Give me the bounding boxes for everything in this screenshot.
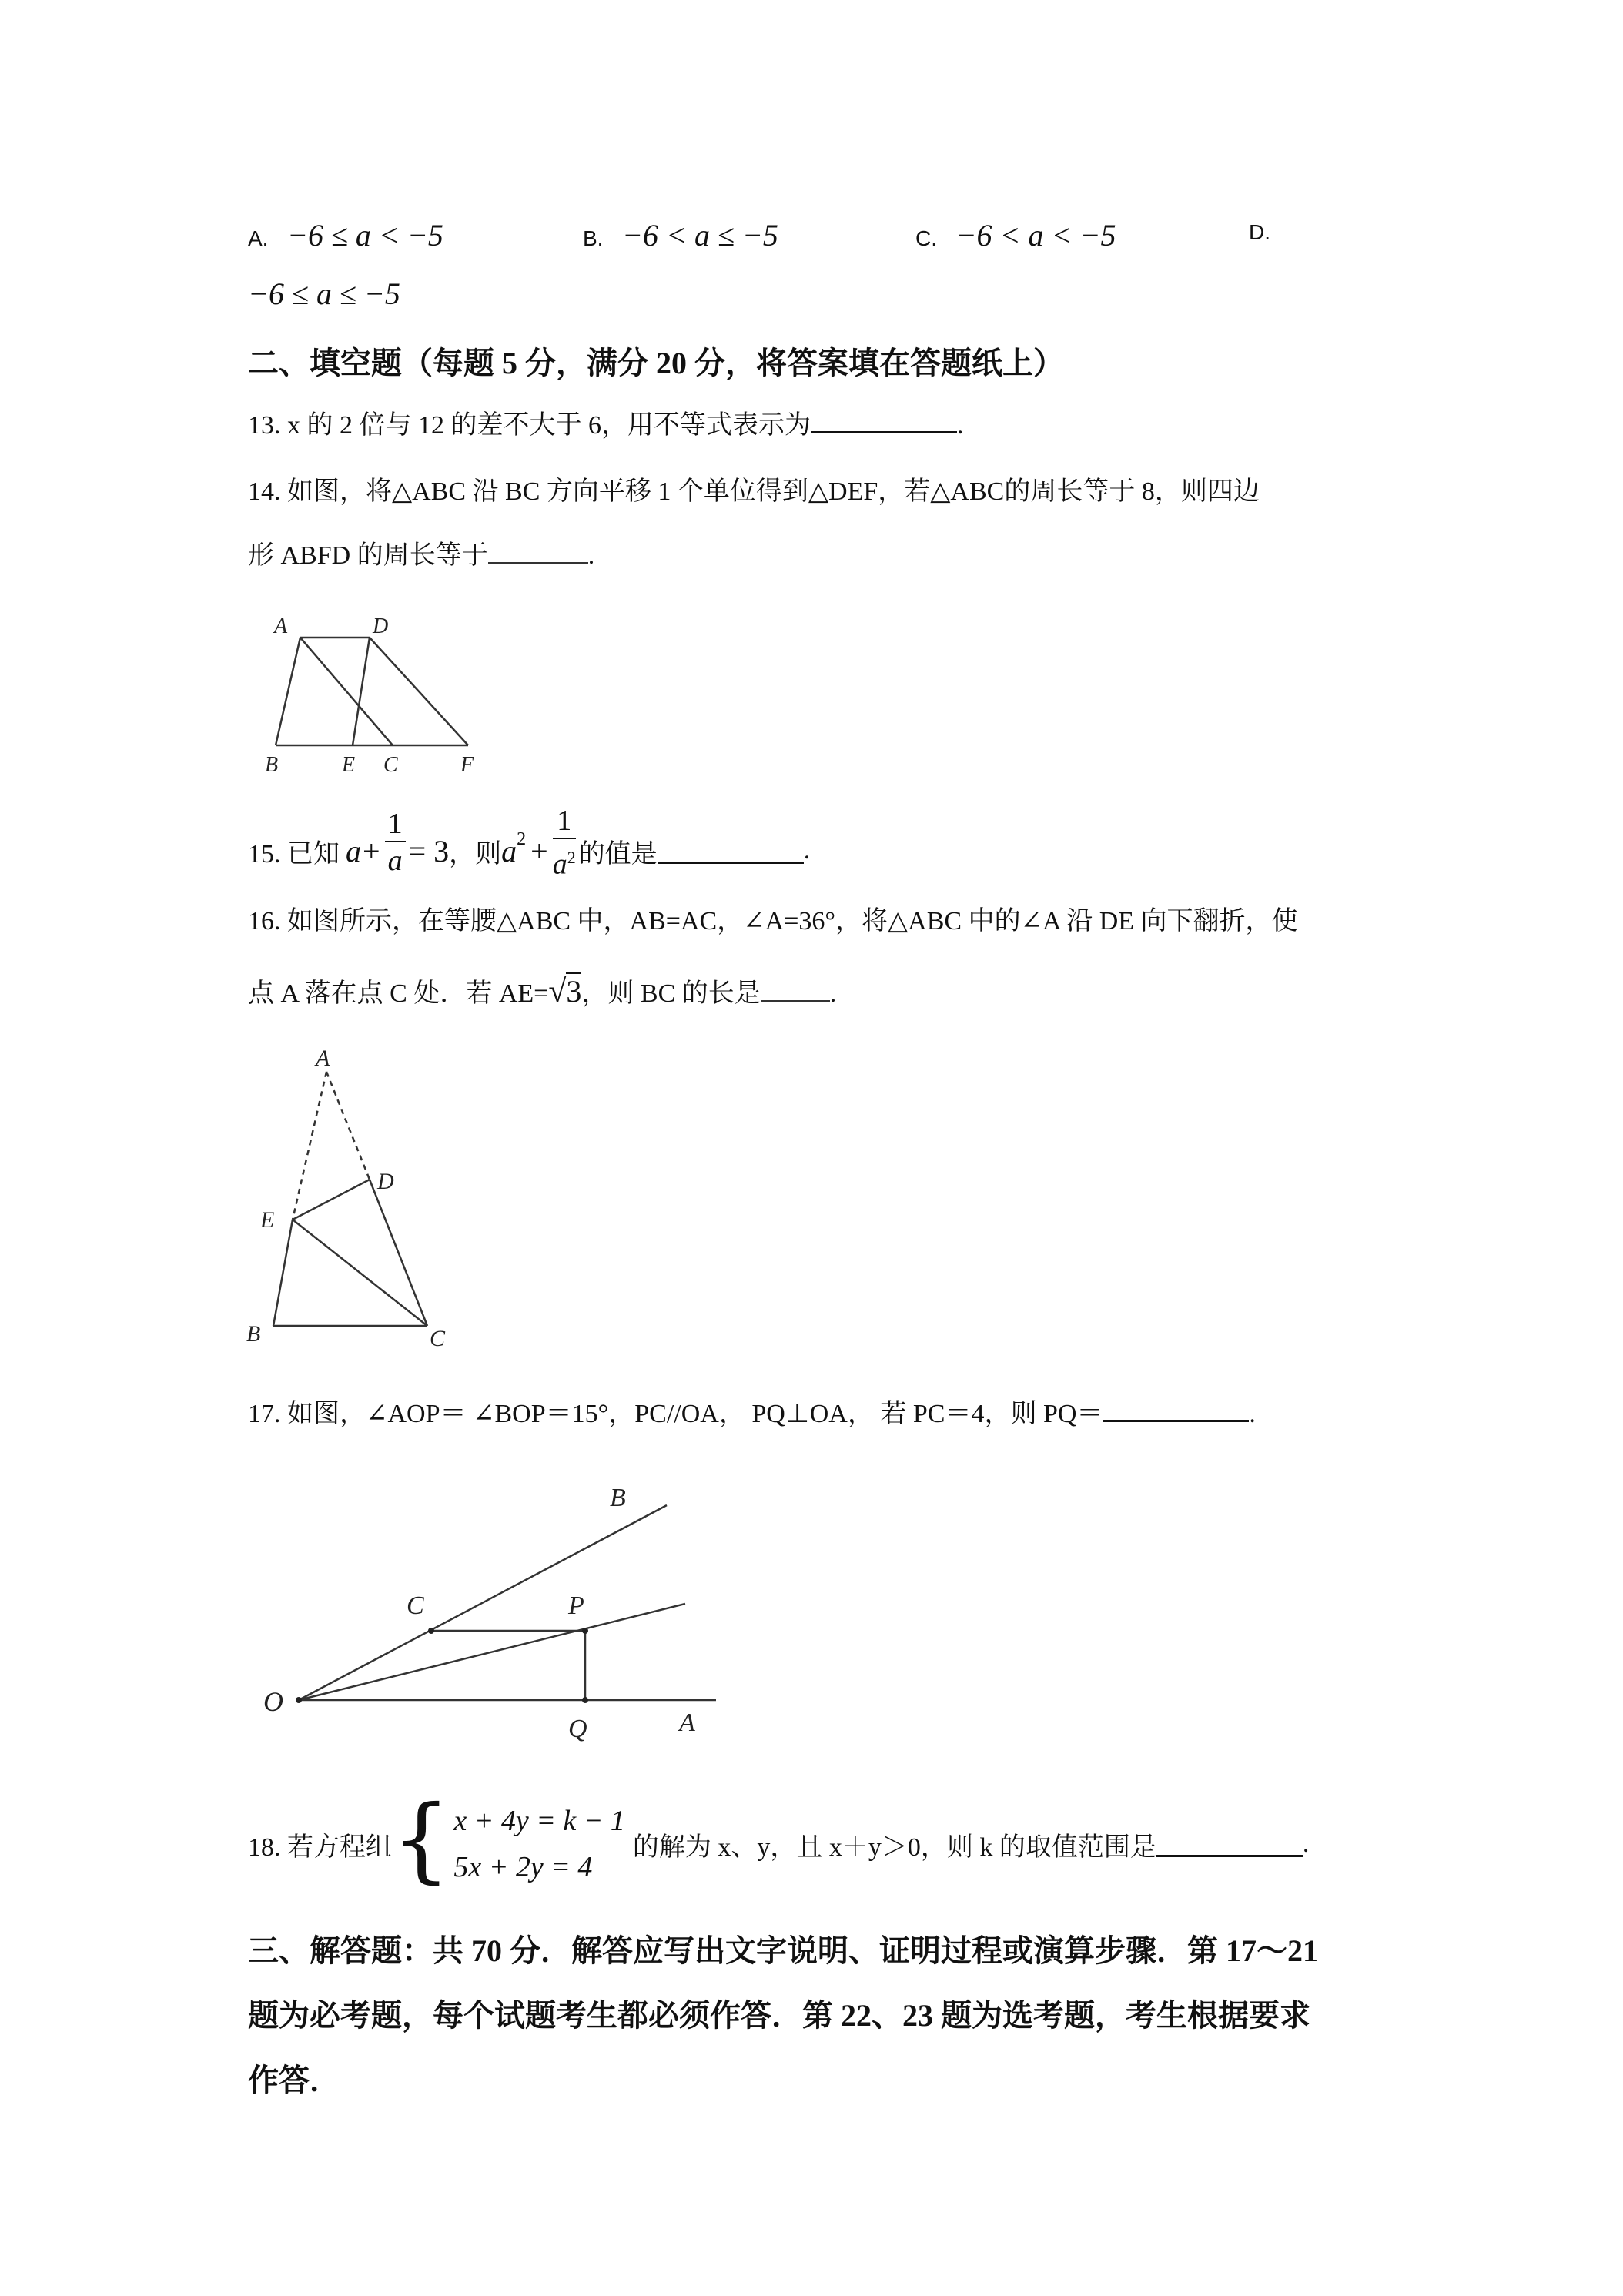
option-label: C.	[915, 226, 937, 250]
q18-end: .	[1302, 1829, 1310, 1858]
q17-figure	[254, 1471, 731, 1755]
q15-exp: 2	[517, 828, 527, 849]
q13-end: .	[957, 411, 964, 440]
answer-blank[interactable]	[811, 408, 957, 433]
section3-line1: 三、解答题：共 70 分．解答应写出文字说明、证明过程或演算步骤．第 17～21	[248, 1933, 1318, 1968]
label-C: C	[383, 753, 398, 777]
q16-line2	[248, 972, 836, 1010]
answer-blank[interactable]	[761, 977, 830, 1002]
q15-prefix: 15. 已知	[248, 839, 340, 869]
section3-line2: 题为必考题，每个试题考生都必须作答．第 22、23 题为选考题，考生根据要求	[248, 1998, 1310, 2033]
q16-line2-suffix: ，则 BC 的长是	[581, 979, 761, 1008]
q15-plus2: +	[530, 833, 548, 869]
denominator: a	[387, 845, 403, 877]
option-expr: −6 < a ≤ −5	[621, 218, 778, 253]
q15-suffix: 的值是	[578, 839, 658, 869]
q12-option-d	[1249, 217, 1270, 246]
label-A: A	[316, 1046, 330, 1071]
option-expr: −6 < a < −5	[955, 218, 1116, 253]
label-F: F	[460, 753, 474, 777]
label-B: B	[265, 753, 279, 777]
sqrt-arg: 3	[566, 974, 582, 1009]
q18	[248, 1786, 1310, 1894]
q15-fraction-2	[553, 804, 576, 883]
q16-end: .	[829, 979, 837, 1008]
q15-rhs: = 3	[408, 833, 450, 869]
q12-option-d-expr: −6 ≤ a ≤ −5	[248, 276, 400, 311]
label-A: A	[274, 614, 288, 638]
q16-figure	[245, 1041, 476, 1357]
denominator-var: a	[552, 848, 567, 881]
q15-var: a	[346, 833, 361, 869]
label-Q: Q	[568, 1715, 587, 1743]
equation-2: 5x + 2y = 4	[453, 1851, 593, 1883]
q17	[248, 1392, 1256, 1430]
q15	[248, 801, 810, 885]
q14-line2-text: 形 ABFD 的周长等于	[248, 541, 488, 570]
answer-blank[interactable]	[658, 838, 804, 864]
q15-var2: a	[501, 833, 517, 869]
q15-fraction-1	[385, 807, 406, 879]
option-label: A.	[248, 226, 269, 250]
section2-heading: 二、填空题（每题 5 分，满分 20 分，将答案填在答题纸上）	[248, 346, 1064, 380]
option-expr: −6 ≤ a < −5	[286, 218, 443, 253]
answer-blank[interactable]	[488, 539, 588, 564]
q15-end: .	[803, 836, 811, 865]
q14-line1: 14. 如图，将△ABC 沿 BC 方向平移 1 个单位得到△DEF，若△ABC的周长等于 8，则四边	[248, 477, 1260, 506]
label-O: O	[263, 1686, 283, 1717]
numerator: 1	[553, 804, 576, 839]
label-P: P	[568, 1591, 584, 1620]
option-label: D.	[1249, 220, 1270, 244]
left-brace: {	[392, 1786, 451, 1893]
q17-text: 17. 如图，∠AOP＝ ∠BOP＝15°，PC//OA， PQ⊥OA， 若 PC＝4，则 PQ＝	[248, 1400, 1103, 1428]
label-D: D	[377, 1169, 394, 1194]
label-B: B	[246, 1321, 261, 1347]
q17-end: .	[1249, 1400, 1256, 1428]
label-C: C	[430, 1326, 446, 1351]
equation-system	[453, 1798, 625, 1890]
q14-figure	[254, 608, 508, 778]
q18-suffix: 的解为 x、y，且 x＋y＞0，则 k 的取值范围是	[632, 1832, 1156, 1862]
denominator	[553, 839, 576, 883]
label-A: A	[679, 1709, 695, 1737]
denominator-exp: 2	[567, 847, 576, 867]
label-B: B	[610, 1484, 626, 1512]
q13	[248, 403, 964, 441]
answer-blank[interactable]	[1103, 1397, 1249, 1422]
q15-mid: ，则	[449, 839, 502, 869]
q12-option-a	[248, 217, 443, 253]
q16-line1: 16. 如图所示，在等腰△ABC 中，AB=AC，∠A=36°，将△ABC 中的∠A 沿 DE 向下翻折，使	[248, 907, 1298, 935]
answer-blank[interactable]	[1156, 1832, 1303, 1857]
sqrt-symbol: √	[548, 974, 567, 1009]
equation-1: x + 4y = k − 1	[453, 1805, 625, 1837]
q18-prefix: 18. 若方程组	[248, 1832, 392, 1862]
label-C: C	[407, 1591, 424, 1620]
q12-option-c	[915, 217, 1116, 253]
q14-line2	[248, 534, 594, 571]
q15-plus: +	[363, 833, 380, 869]
label-E: E	[260, 1207, 275, 1233]
q13-text: 13. x 的 2 倍与 12 的差不大于 6，用不等式表示为	[248, 411, 811, 440]
option-label: B.	[583, 226, 604, 250]
label-E: E	[342, 753, 356, 777]
numerator: 1	[385, 807, 406, 842]
q16-line2-prefix: 点 A 落在点 C 处．若 AE=	[248, 979, 549, 1008]
label-D: D	[373, 614, 389, 638]
q12-option-b	[583, 217, 778, 253]
q14-end: .	[587, 541, 595, 570]
section3-line3: 作答．	[248, 2063, 340, 2097]
